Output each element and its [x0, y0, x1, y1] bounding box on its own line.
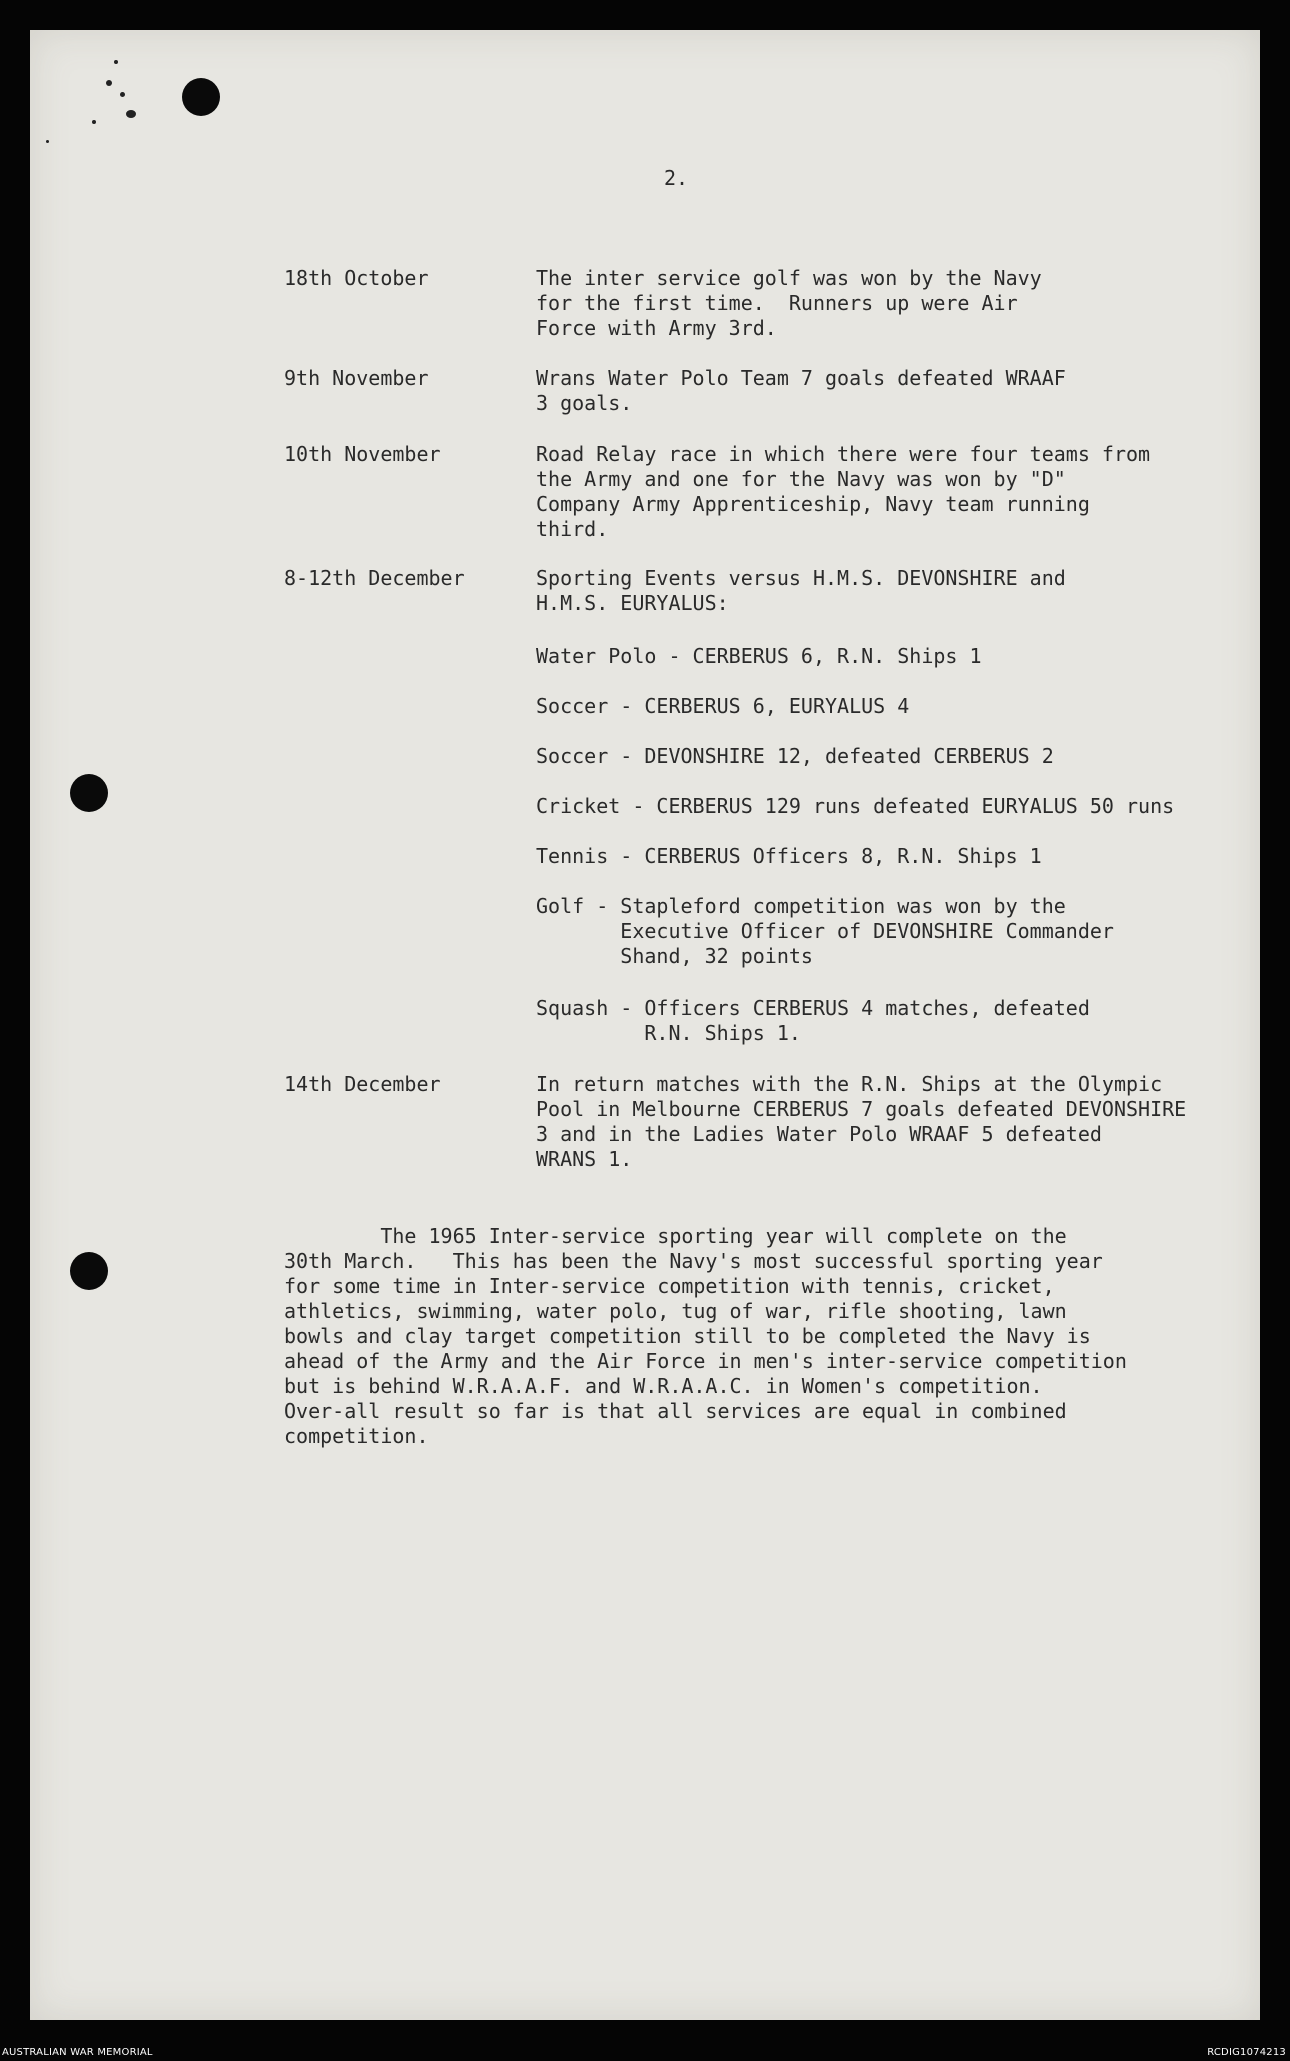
- punch-hole-top: [182, 78, 220, 116]
- closing-paragraph: The 1965 Inter-service sporting year will complete on the 30th March. This has been the Navy's most successful sporting year for some time in Inter-service competition with tennis, cricket, athletics, swimming, water polo, tug of war, rifle shooting, lawn bowls and clay target competition still to be completed the Navy is ahead of the Army and the Air Force in men's inter-service competition but is behind W.R.A.A.F. and W.R.A.A.C. in Women's competition. Over-all result so far is that all services are equal in combined competition.: [284, 1224, 1127, 1448]
- result-item: Soccer - CERBERUS 6, EURYALUS 4: [536, 694, 910, 718]
- punch-hole-bottom: [70, 1252, 108, 1290]
- result-item: Cricket - CERBERUS 129 runs defeated EURYALUS 50 runs: [536, 794, 1175, 818]
- entry-date: 14th December: [284, 1072, 441, 1096]
- paper-speck: [46, 140, 49, 143]
- result-item: Soccer - DEVONSHIRE 12, defeated CERBERUS 2: [536, 744, 1054, 768]
- entry-text: The inter service golf was won by the Navy for the first time. Runners up were Air Force with Army 3rd.: [536, 266, 1042, 340]
- punch-hole-middle: [70, 774, 108, 812]
- entry-text: Sporting Events versus H.M.S. DEVONSHIRE and H.M.S. EURYALUS:: [536, 566, 1066, 615]
- paper-speck: [120, 92, 125, 97]
- page-number: 2.: [664, 166, 689, 190]
- paper-speck: [126, 110, 136, 118]
- result-item: Golf - Stapleford competition was won by the Executive Officer of DEVONSHIRE Commander Shand, 32 points: [536, 894, 1114, 968]
- entry-text: Road Relay race in which there were four teams from the Army and one for the Navy was won by "D" Company Army Apprenticeship, Navy team running third.: [536, 442, 1151, 541]
- footer-archive-name: AUSTRALIAN WAR MEMORIAL: [2, 2047, 153, 2058]
- entry-date: 18th October: [284, 266, 429, 290]
- paper-speck: [92, 120, 96, 124]
- result-item: Squash - Officers CERBERUS 4 matches, defeated R.N. Ships 1.: [536, 996, 1090, 1045]
- result-item: Water Polo - CERBERUS 6, R.N. Ships 1: [536, 644, 982, 668]
- paper-speck: [114, 60, 118, 64]
- entry-text: Wrans Water Polo Team 7 goals defeated WRAAF 3 goals.: [536, 366, 1066, 415]
- footer-record-id: RCDIG1074213: [1207, 2047, 1286, 2058]
- paper-speck: [106, 80, 112, 86]
- entry-date: 9th November: [284, 366, 429, 390]
- entry-text: In return matches with the R.N. Ships at the Olympic Pool in Melbourne CERBERUS 7 goals defeated DEVONSHIRE 3 and in the Ladies Water Polo WRAAF 5 defeated WRANS 1.: [536, 1072, 1187, 1171]
- result-item: Tennis - CERBERUS Officers 8, R.N. Ships 1: [536, 844, 1042, 868]
- entry-date: 8-12th December: [284, 566, 465, 590]
- entry-date: 10th November: [284, 442, 441, 466]
